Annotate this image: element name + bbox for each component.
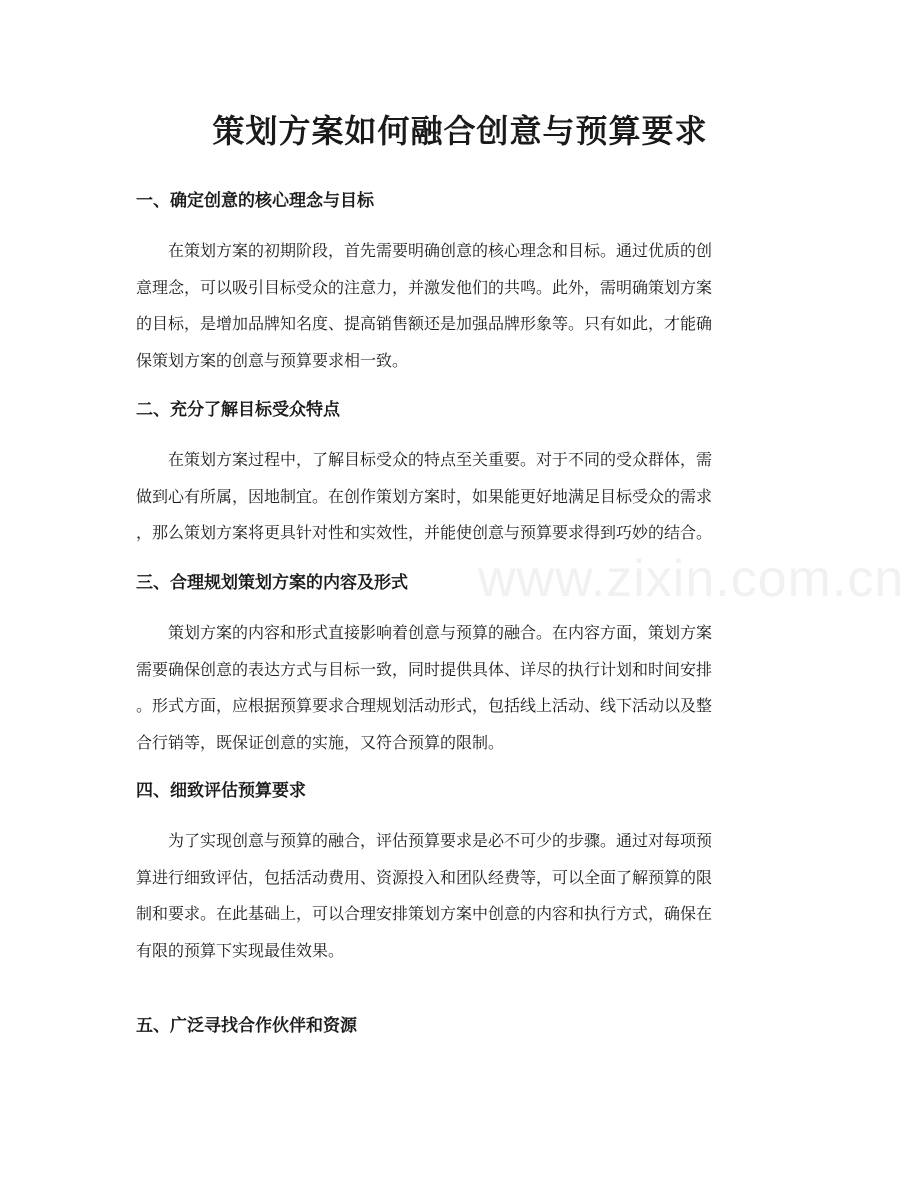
section-heading: 一、确定创意的核心理念与目标 (136, 191, 374, 211)
paragraph-line: 在策划方案过程中，了解目标受众的特点至关重要。对于不同的受众群体，需 (136, 450, 713, 469)
paragraph-line: 需要确保创意的表达方式与目标一致，同时提供具体、详尽的执行计划和时间安排 (136, 659, 713, 679)
section-5 (136, 1014, 786, 1038)
section-heading: 二、充分了解目标受众特点 (136, 400, 340, 420)
paragraph-line: 保策划方案的创意与预算要求相一致。 (136, 350, 409, 370)
paragraph-line: 合行销等，既保证创意的实施，又符合预算的限制。 (136, 732, 505, 752)
paragraph-line: 为了实现创意与预算的融合，评估预算要求是必不可少的步骤。通过对每项预 (136, 831, 713, 850)
paragraph-line: 的目标，是增加品牌知名度、提高销售额还是加强品牌形象等。只有如此，才能确 (136, 314, 713, 333)
section-3 (136, 571, 786, 761)
paragraph-line: 制和要求。在此基础上，可以合理安排策划方案中创意的内容和执行方式，确保在 (136, 904, 713, 923)
section-paragraph (136, 823, 786, 969)
paragraph-line: ，那么策划方案将更具针对性和实效性，并能使创意与预算要求得到巧妙的结合。 (136, 523, 713, 542)
section-heading: 四、细致评估预算要求 (136, 781, 306, 801)
watermark: www.zixin.com.cn (478, 550, 905, 608)
section-2 (136, 398, 786, 552)
paragraph-line: 策划方案的内容和形式直接影响着创意与预算的融合。在内容方面，策划方案 (136, 623, 713, 642)
paragraph-line: 在策划方案的初期阶段，首先需要明确创意的核心理念和目标。通过优质的创 (136, 241, 713, 260)
paragraph-line: 。形式方面，应根据预算要求合理规划活动形式，包括线上活动、线下活动以及整 (136, 696, 713, 715)
paragraph-line: 算进行细致评估，包括活动费用、资源投入和团队经费等，可以全面了解预算的限 (136, 867, 713, 887)
section-heading: 三、合理规划策划方案的内容及形式 (136, 573, 408, 593)
paragraph-line: 有限的预算下实现最佳效果。 (136, 940, 345, 960)
section-heading: 五、广泛寻找合作伙伴和资源 (136, 1016, 357, 1036)
document-title: 策划方案如何融合创意与预算要求 (212, 112, 708, 150)
section-4 (136, 779, 786, 969)
section-1 (136, 189, 786, 379)
paragraph-line: 做到心有所属，因地制宜。在创作策划方案时，如果能更好地满足目标受众的需求 (136, 486, 713, 506)
section-paragraph (136, 615, 786, 761)
section-paragraph (136, 442, 786, 552)
paragraph-line: 意理念，可以吸引目标受众的注意力，并激发他们的共鸣。此外，需明确策划方案 (136, 277, 713, 297)
section-paragraph (136, 233, 786, 379)
